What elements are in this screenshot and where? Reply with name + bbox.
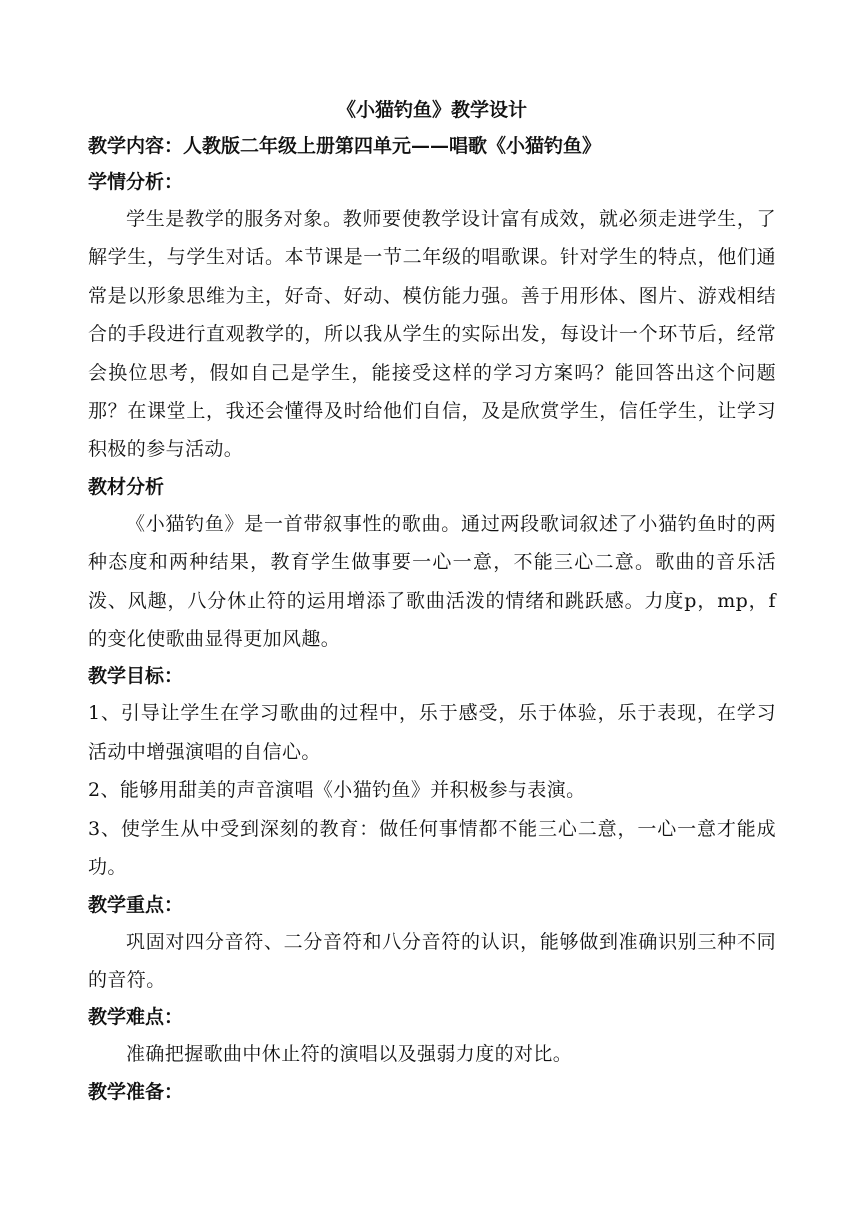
key-points-heading: 教学重点： (88, 893, 184, 916)
learner-analysis-paragraph: 学生是教学的服务对象。教师要使教学设计富有成效，就必须走进学生，了解学生，与学生对话。本节课是一节二年级的唱歌课。针对学生的特点，他们通常是以形象思维为主，好奇、好动、模仿能力强。善于用形体、图片、游戏相结合的手段进行直观教学的，所以我从学生的实际出发，每设计一个环节后，经常会换位思考，假如自己是学生，能接受这样的学习方案吗？能回答出这个问题那？在课堂上，我还会懂得及时给他们自信，及是欣赏学生，信任学生，让学习积极的参与活动。 (88, 208, 776, 461)
objective-item-2: 2、能够用甜美的声音演唱《小猫钓鱼》并积极参与表演。 (88, 779, 586, 802)
objectives-heading: 教学目标： (88, 665, 184, 688)
page-title: 《小猫钓鱼》教学设计 (336, 99, 527, 121)
objective-item-1: 1、引导让学生在学习歌曲的过程中，乐于感受，乐于体验，乐于表现，在学习活动中增强演唱的自信心。 (88, 702, 776, 763)
document-body (88, 92, 776, 1110)
difficulties-paragraph: 准确把握歌曲中休止符的演唱以及强弱力度的对比。 (126, 1043, 573, 1066)
material-analysis-heading: 教材分析 (88, 475, 165, 498)
preparation-heading: 教学准备： (88, 1080, 184, 1103)
material-analysis-paragraph: 《小猫钓鱼》是一首带叙事性的歌曲。通过两段歌词叙述了小猫钓鱼时的两种态度和两种结果，教育学生做事要一心一意，不能三心二意。歌曲的音乐活泼、风趣，八分休止符的运用增添了歌曲活泼的情绪和跳跃感。力度p，mp，f的变化使歌曲显得更加风趣。 (88, 512, 776, 651)
teaching-content-line: 教学内容：人教版二年级上册第四单元——唱歌《小猫钓鱼》 (88, 135, 602, 157)
objective-item-3: 3、使学生从中受到深刻的教育：做任何事情都不能三心二意，一心一意才能成功。 (88, 817, 776, 879)
learner-analysis-heading: 学情分析： (88, 171, 184, 193)
difficulties-heading: 教学难点： (88, 1006, 184, 1029)
key-points-paragraph: 巩固对四分音符、二分音符和八分音符的认识，能够做到准确识别三种不同的音符。 (88, 930, 776, 991)
